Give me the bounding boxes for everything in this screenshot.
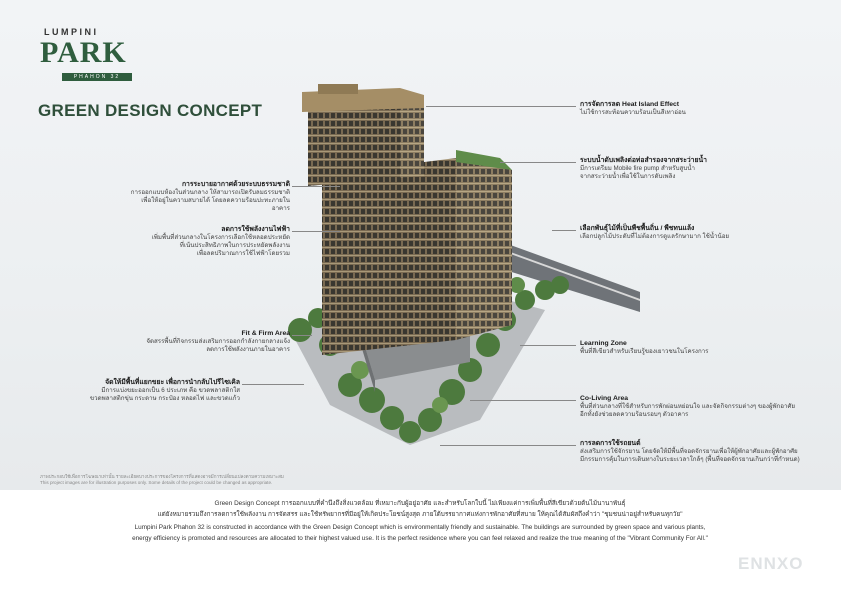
description-english: Lumpini Park Phahon 32 is constructed in accordance with the Green Design Concept which is environmentally friendly and sustainable. The buildings are surrounded by green space and various plants, energy efficiency is promoted and resources are allocated to their highest valued use. It is the perfect residence where you can feel relaxed and realize the true meaning of the "Vibrant Community For All." [132,524,708,542]
leader-line [426,106,576,107]
leader-line [440,445,576,446]
callout-natural-ventilation: การระบายอากาศด้วยระบบธรรมชาติ การออกแบบห้องในส่วนกลาง ให้สามารถเปิดรับลมธรรมชาติ เพื่อให้อยู่ในความสบายได้ โดยลดความร้อนปะทะภายในอาคาร [130,181,290,212]
leader-line [500,162,576,163]
leader-line [292,186,340,187]
illustration-disclaimer: ภาพประกอบใช้เพื่อการโฆษณาเท่านั้น รายละเอียดบางประการของโครงการที่แสดงอาจมีการเปลี่ยนแปลงตามความเหมาะสม This project images are for illustration purposes only. Some details of the project could be changed as appropriate. [40,474,284,485]
tower-front [322,158,456,355]
callout-native-plants: เลือกพันธุ์ไม้ที่เป็นพืชพื้นถิ่น / พืชทนแล้ง เลือกปลูกไม้ประดับที่ไม่ต้องการดูแลรักษามาก ใช้น้ำน้อย [580,225,730,240]
callout-fit-firm-area: Fit & Firm Area จัดสรรพื้นที่กิจกรรมส่งเสริมการออกกำลังกายกลางแจ้ง ลดการใช้พลังงานภายในอาคาร [146,330,290,353]
description-thai: Green Design Concept การออกแบบที่คำนึงถึงสิ่งแวดล้อม ที่เหมาะกับผู้อยู่อาศัย และสำหรับโลกใบนี้ ไม่เพียงแค่การเพิ่มพื้นที่สีเขียวด้วยต้นไม้นานาพันธุ์ แต่ยังหมายรวมถึงการลดการใช้พลังงาน การจัดสรร และใช้ทรัพยากรที่มีอยู่ให้เกิดประโยชน์สูงสุด ภายใต้บรรยากาศแห่งการพักอาศัยที่สบาย ให้คุณได้สัมผัสถึงคำว่า "ชุมชนน่าอยู่สำหรับคนทุกวัย" [157,500,683,518]
callout-waste-separation: จัดให้มีพื้นที่แยกขยะ เพื่อการนำกลับไปรีไซเคิล มีการแบ่งขยะออกเป็น 6 ประเภท คือ ขวดพลาสติกใส ขวดพลาสติกขุ่น กระดาษ กระป๋อง หลอดไฟ และขวดแก้ว [89,379,240,402]
logo-brand-bar: PHAHON 32 [62,73,132,81]
callout-heat-island: การจัดการลด Heat Island Effect ไม่ใช้การสะท้อนความร้อนเป็นสีเทาอ่อน [580,101,686,116]
leader-line [520,345,576,346]
page-title: GREEN DESIGN CONCEPT [38,101,263,120]
watermark: ENNXO [738,554,804,573]
callout-reduce-car-use: การลดการใช้รถยนต์ ส่งเสริมการใช้จักรยาน โดยจัดให้มีพื้นที่จอดจักรยานเพื่อให้ผู้พักอาศัยและผู้พักอาศัย มีกรรมการคุ้มในการเดินทางในระยะเวลาใกล้ๆ (พื้นที่จอดจักรยานเกินกว่าที่กำหนด) [580,440,800,463]
tower-upper-front [308,102,400,186]
logo-brand-top: LUMPINI [44,27,99,37]
callout-co-living-area: Co-Living Area พื้นที่ส่วนกลางที่ใช้สำหรับการพักผ่อนหย่อนใจ และจัดกิจกรรมต่างๆ ของผู้พักอาศัย อีกทั้งยังช่วยลดความร้อนรอบๆ ตัวอาคาร [580,395,796,418]
leader-line [292,231,340,232]
leader-line [470,400,576,401]
callout-reduce-electricity: ลดการใช้พลังงานไฟฟ้า เพิ่มพื้นที่ส่วนกลางในโครงการเลือกใช้หลอดประหยัด ที่เน้นประสิทธิภาพในการประหยัดพลังงาน เพื่อลดปริมาณการใช้ไฟฟ้าโดยรวม [151,226,290,257]
leader-line [292,335,312,336]
callout-fire-water-system: ระบบน้ำดับเพลิงต่อท่อสำรองจากสระว่ายน้ำ มีการเตรียม Mobile fire pump สำหรับสูบน้ำ จากสระว่ายน้ำเพื่อใช้ในการดับเพลิง [580,157,707,180]
logo-brand-main: PARK [40,36,127,69]
leader-line [552,230,576,231]
tower-side [456,158,512,340]
callout-learning-zone: Learning Zone พื้นที่สีเขียวสำหรับเรียนรู้ของเยาวชนในโครงการ [580,340,709,355]
leader-line [242,384,304,385]
